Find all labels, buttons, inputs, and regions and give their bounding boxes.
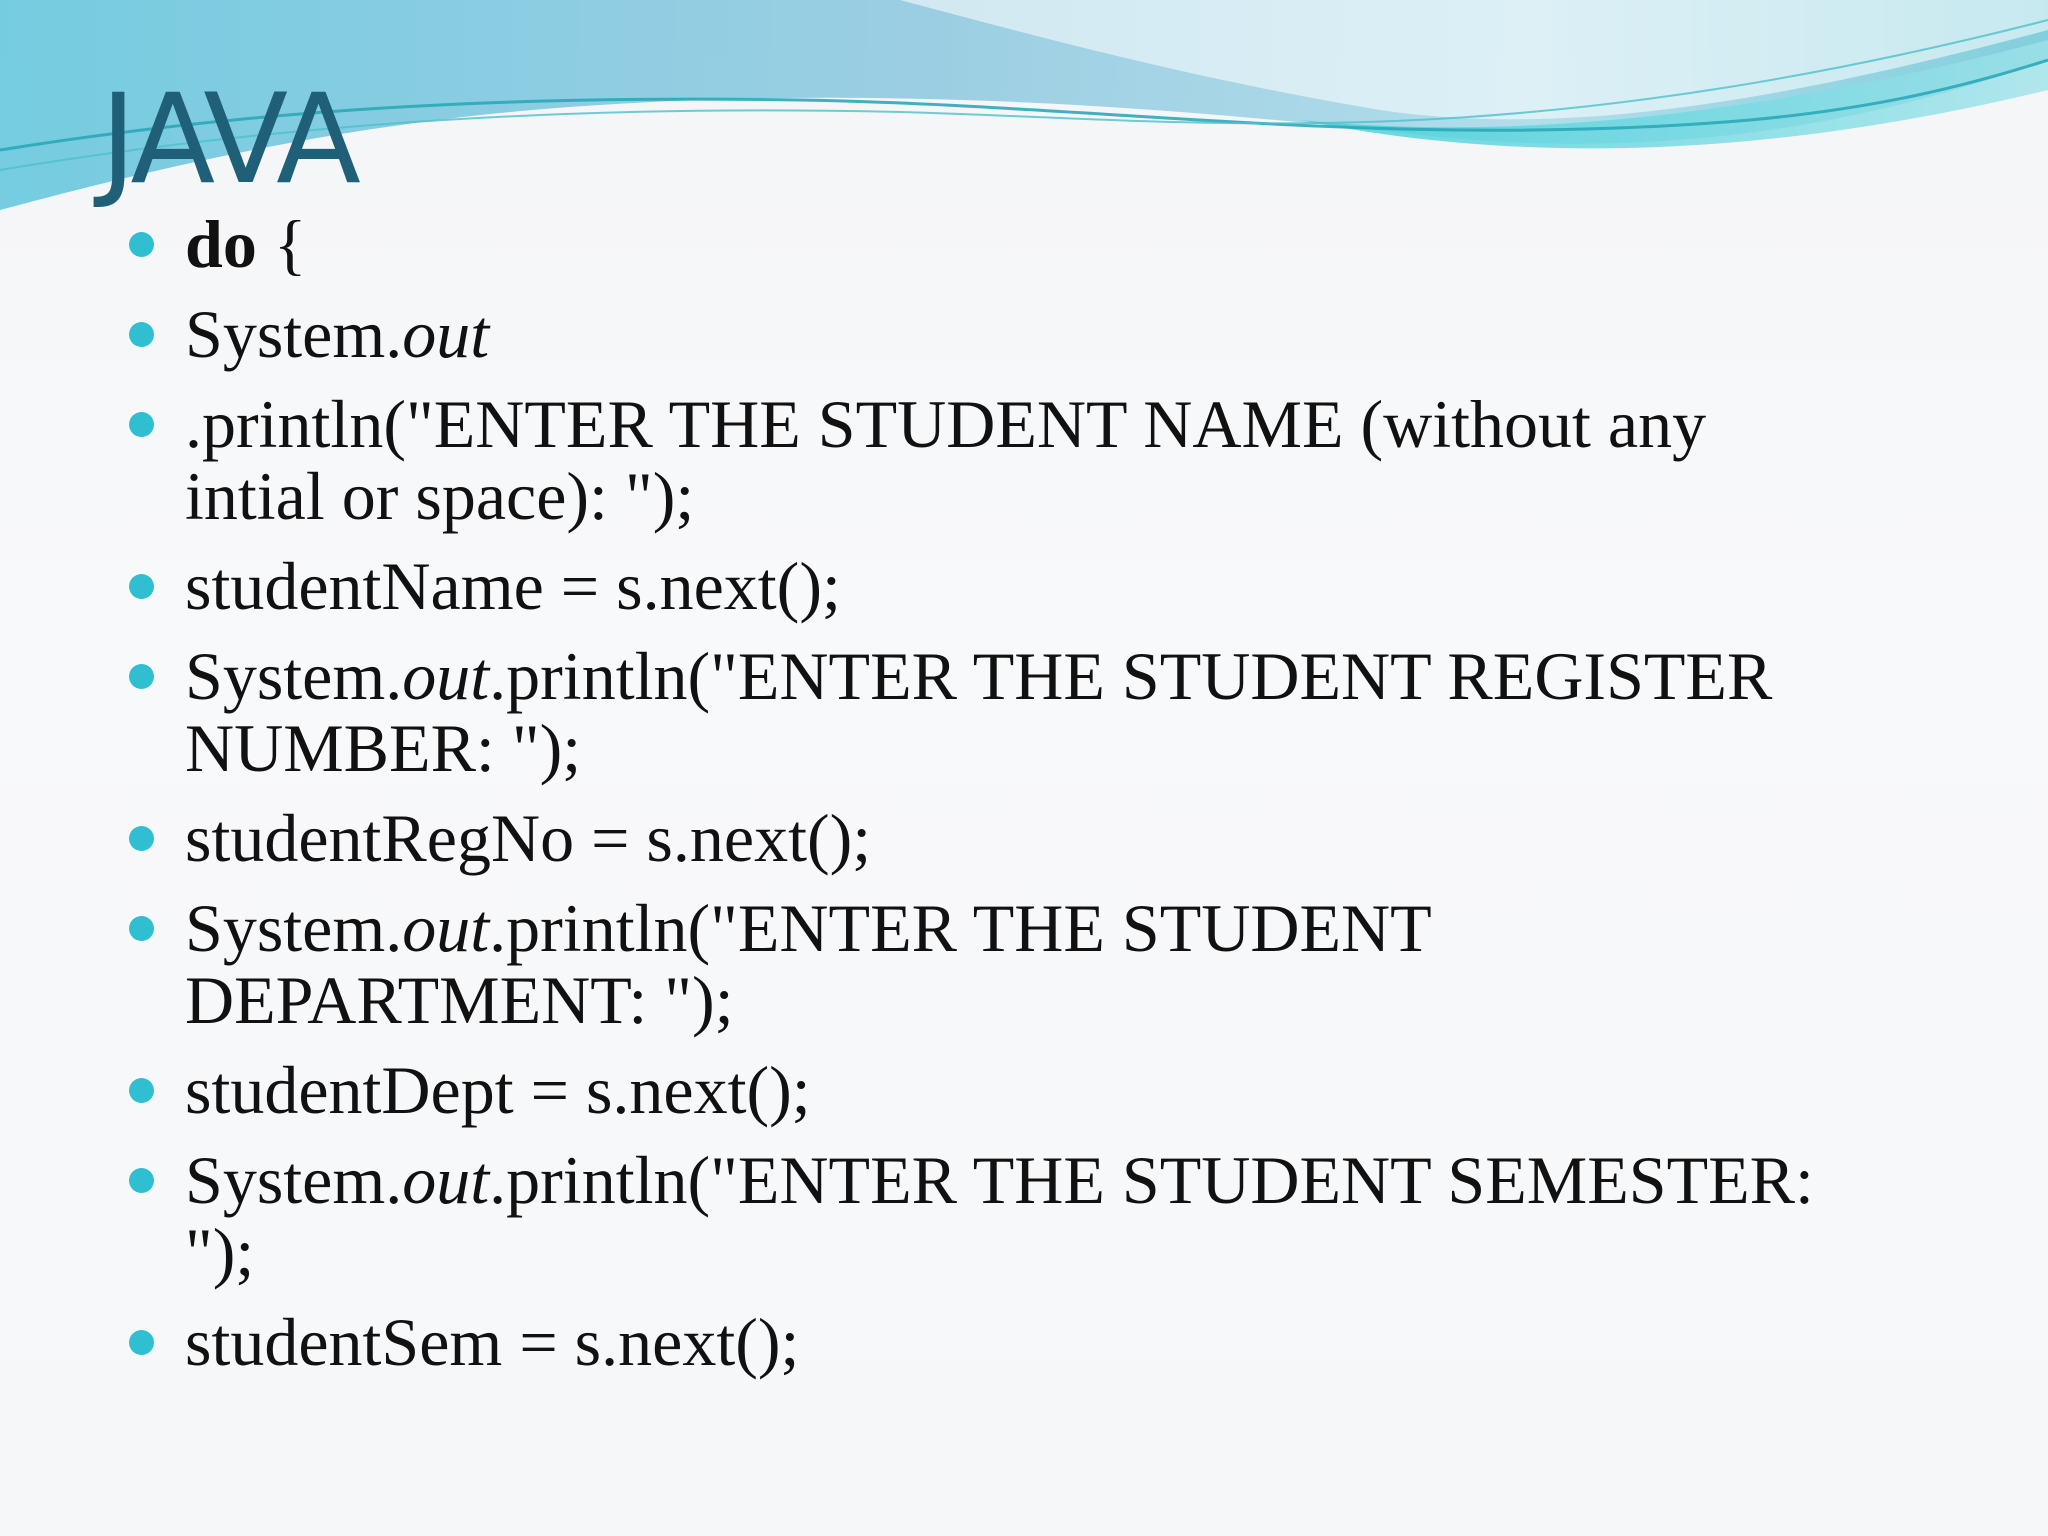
bullet-italic: out [402, 296, 490, 372]
bullet-italic: out [402, 890, 490, 966]
bullet-dot-icon [129, 826, 154, 851]
bullet-item [0, 1306, 1885, 1378]
bullet-item [0, 1144, 1885, 1288]
bullet-dot-icon [129, 412, 154, 437]
bullet-item [0, 1054, 1885, 1126]
keyword-do: do [185, 206, 257, 282]
bullet-line-continued: "); [185, 1214, 255, 1290]
bullet-text: System. [185, 1142, 403, 1218]
bullet-line: .println("ENTER THE STUDENT NAME (without any [185, 386, 1707, 462]
bullet-dot-icon [129, 574, 154, 599]
bullet-item [0, 550, 1885, 622]
bullet-item [0, 640, 1885, 784]
slide-title: JAVA [100, 68, 358, 212]
bullet-dot-icon [129, 1168, 154, 1193]
bullet-dot-icon [129, 664, 154, 689]
bullet-dot-icon [129, 232, 154, 257]
bullet-line: studentSem = s.next(); [185, 1304, 800, 1380]
bullet-line [185, 1144, 1885, 1216]
bullet-line-continued: intial or space): "); [185, 458, 695, 534]
bullet-text-after: .println("ENTER THE STUDENT [489, 890, 1432, 966]
bullet-line: studentRegNo = s.next(); [185, 800, 872, 876]
bullet-line-continued: NUMBER: "); [185, 710, 582, 786]
bullet-dot-icon [129, 1330, 154, 1355]
bullet-dot-icon [129, 1078, 154, 1103]
bullet-dot-icon [129, 322, 154, 347]
bullet-line [185, 640, 1885, 712]
bullet-text-after: .println("ENTER THE STUDENT SEMESTER: [489, 1142, 1814, 1218]
bullet-line [185, 298, 1885, 370]
bullet-item [0, 892, 1885, 1036]
bullet-item [0, 802, 1885, 874]
bullet-line [185, 208, 1885, 280]
bullet-line-continued: DEPARTMENT: "); [185, 962, 734, 1038]
bullet-text: System. [185, 638, 403, 714]
bullet-text-after: .println("ENTER THE STUDENT REGISTER [489, 638, 1773, 714]
bullet-item [0, 388, 1885, 532]
bullet-line: studentDept = s.next(); [185, 1052, 811, 1128]
bullet-item [0, 208, 1885, 280]
bullet-italic: out [402, 1142, 490, 1218]
bullet-line: studentName = s.next(); [185, 548, 841, 624]
bullet-dot-icon [129, 916, 154, 941]
bullet-italic: out [402, 638, 490, 714]
bullet-list [0, 208, 2048, 1378]
bullet-text: { [256, 206, 307, 282]
bullet-text: System. [185, 296, 403, 372]
bullet-text: System. [185, 890, 403, 966]
bullet-item [0, 298, 1885, 370]
bullet-line [185, 892, 1885, 964]
